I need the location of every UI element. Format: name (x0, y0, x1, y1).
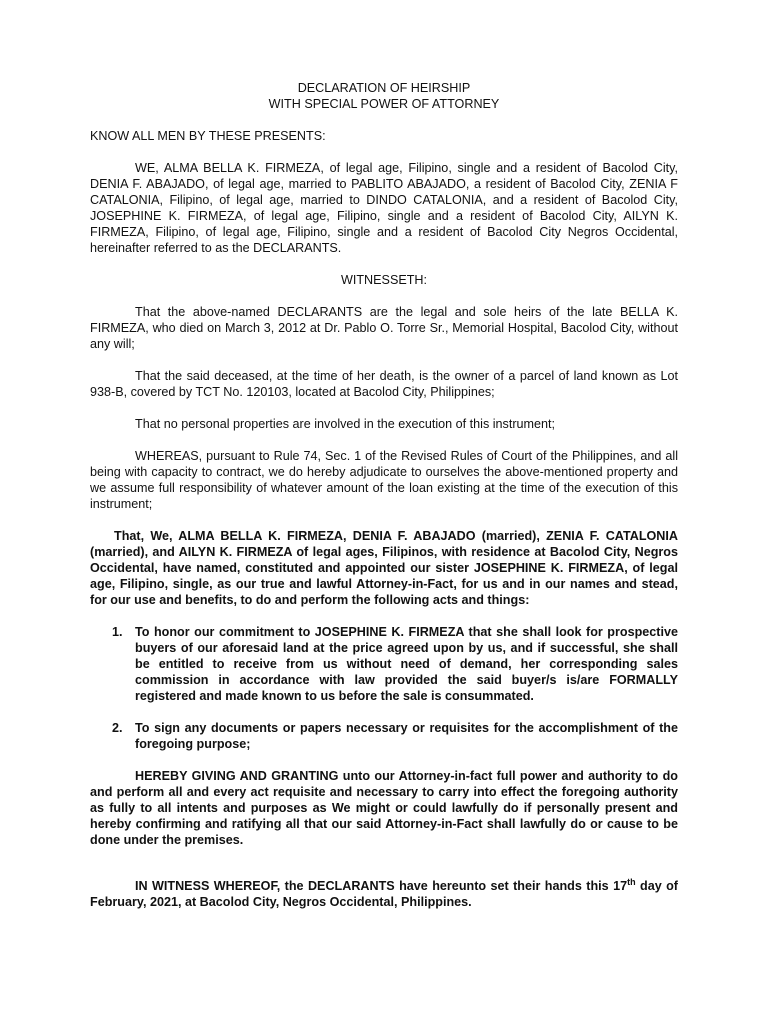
declarants-paragraph: WE, ALMA BELLA K. FIRMEZA, of legal age, Filipino, single and a resident of Bacolod City, DENIA F. ABAJADO, of legal age, married to PABLITO ABAJADO, a resident of Bacolod City, ZENIA F CATALONIA, Filipino, of legal age, married to DINDO CATALONIA, and a resident of Bacolod City, JOSEPHINE K. FIRMEZA, of legal age, Filipino, single and a resident of Bacolod City, AILYN K. FIRMEZA, Filipino, of legal age, Filipino, single and a resident of Bacolod City Negros Occidental, hereinafter referred to as the DECLARANTS. (90, 161, 678, 255)
personal-properties-paragraph: That no personal properties are involved in the execution of this instrument; (135, 417, 556, 431)
witness-whereof-paragraph (90, 878, 678, 910)
land-paragraph: That the said deceased, at the time of her death, is the owner of a parcel of land known as Lot 938-B, covered by TCT No. 120103, located at Bacolod City, Philippines; (90, 369, 678, 399)
witnesseth-heading: WITNESSETH: (340, 273, 428, 287)
document-title-line2: WITH SPECIAL POWER OF ATTORNEY (268, 97, 500, 111)
list-item-text: To honor our commitment to JOSEPHINE K. FIRMEZA that she shall look for prospective buyers of our aforesaid land at the price agreed upon by us, and if successful, she shall be entitled to receive from us without need of demand, her corresponding sales commission in accordance with law provided the said buyer/s is/are FORMALLY registered and made known to us before the sale is consummated. (135, 625, 678, 703)
witness-day-suffix: th (627, 877, 636, 887)
whereas-paragraph: WHEREAS, pursuant to Rule 74, Sec. 1 of the Revised Rules of Court of the Philippines, and all being with capacity to contract, we do hereby adjudicate to ourselves the above-mentioned property and we assume full responsibility of whatever amount of the loan existing at the time of the execution of this instrument; (90, 449, 678, 511)
witness-text-after: day of February, 2021, at Bacolod City, Negros Occidental, Philippines. (90, 879, 678, 909)
heirs-paragraph: That the above-named DECLARANTS are the legal and sole heirs of the late BELLA K. FIRMEZA, who died on March 3, 2012 at Dr. Pablo O. Torre Sr., Memorial Hospital, Bacolod City, without any will; (90, 305, 678, 351)
document-title-line1: DECLARATION OF HEIRSHIP (297, 81, 471, 95)
list-item-number: 1. (112, 625, 123, 639)
witness-text-before: IN WITNESS WHEREOF, the DECLARANTS have hereunto set their hands this 17 (135, 879, 628, 893)
granting-paragraph: HEREBY GIVING AND GRANTING unto our Attorney-in-fact full power and authority to do and perform all and every act requisite and necessary to carry into effect the foregoing authority as fully to all intents and purposes as We might or could lawfully do if personally present and hereby confirming and ratifying all that our said Attorney-in-Fact shall lawfully do or cause to be done under the premises. (90, 769, 678, 847)
list-item-number: 2. (112, 721, 123, 735)
opening-line: KNOW ALL MEN BY THESE PRESENTS: (90, 129, 326, 143)
appointment-paragraph: That, We, ALMA BELLA K. FIRMEZA, DENIA F. ABAJADO (married), ZENIA F. CATALONIA (married), and AILYN K. FIRMEZA of legal ages, Filipinos, with residence at Bacolod City, Negros Occidental, have named, constituted and appointed our sister JOSEPHINE K. FIRMEZA, of legal age, Filipino, single, as our true and lawful Attorney-in-Fact, for us and in our names and stead, for our use and benefits, to do and perform the following acts and things: (90, 529, 678, 607)
list-item-text: To sign any documents or papers necessary or requisites for the accomplishment of the foregoing purpose; (135, 721, 678, 751)
